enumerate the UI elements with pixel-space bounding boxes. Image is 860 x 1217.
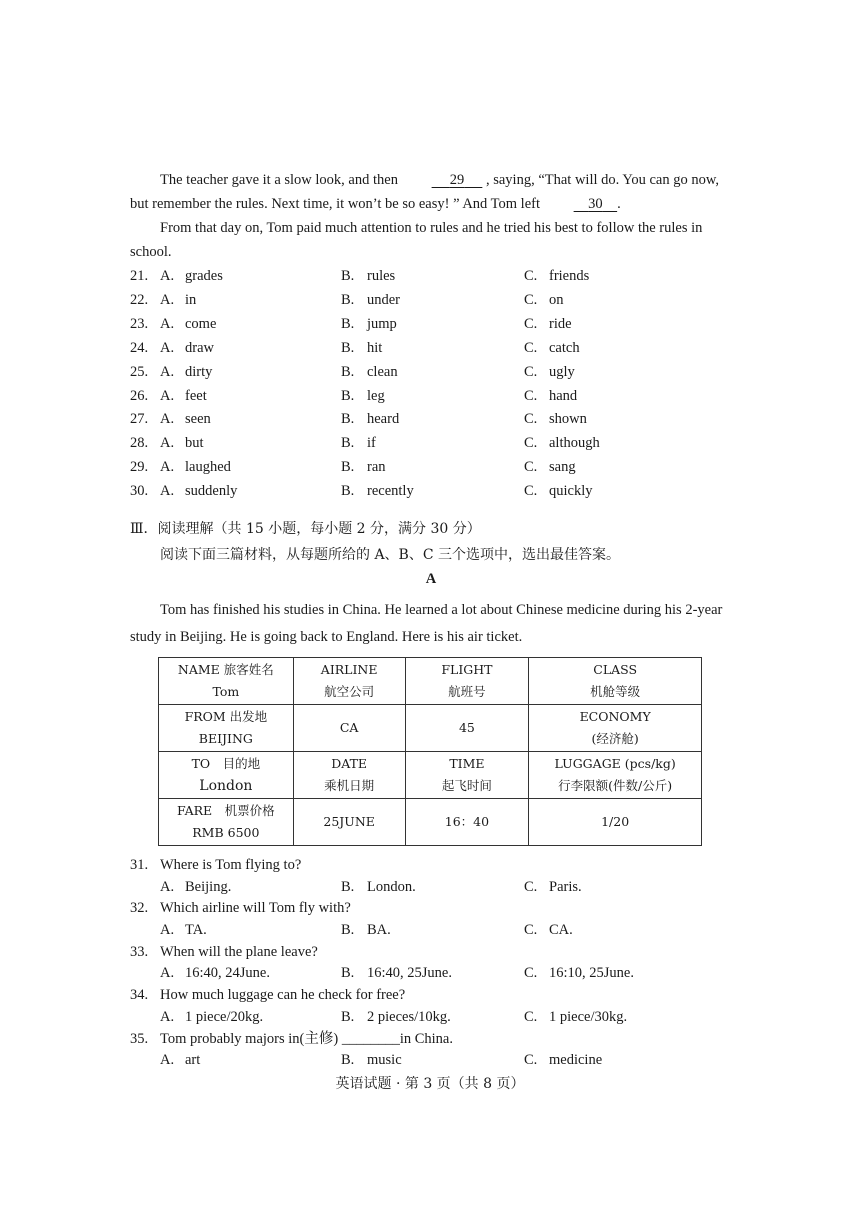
option-letter: A. [160,291,175,308]
question-options [130,876,732,898]
question-number: 34. [130,987,149,1004]
option-letter: C. [524,1008,538,1025]
option-b: 16:40, 25June. [367,965,452,982]
option-c: quickly [549,483,593,500]
option-b: under [367,291,401,308]
option-a: seen [185,411,211,428]
option-row [130,384,732,408]
option-b: 2 pieces/10kg. [367,1008,451,1025]
option-letter: C. [524,291,538,308]
option-a: come [185,315,217,332]
option-letter: B. [341,387,355,404]
question-stem [130,854,732,876]
option-row [130,431,732,455]
option-letter: A. [160,965,175,982]
question-number: 33. [130,943,149,960]
option-letter: A. [160,339,175,356]
option-row [130,479,732,503]
question-number: 28. [130,435,149,452]
option-letter: B. [341,315,355,332]
option-c: Paris. [549,878,582,895]
option-letter: B. [341,363,355,380]
option-a: 1 piece/20kg. [185,1008,264,1025]
ticket-cell: TO 目的地 London [159,752,294,799]
option-letter: C. [524,339,538,356]
question-number: 32. [130,900,149,917]
option-c: ugly [549,363,575,380]
option-letter: C. [524,268,538,284]
option-c: medicine [549,1052,603,1069]
option-a: suddenly [185,483,238,500]
ticket-cell: 45 [405,705,529,752]
option-letter: A. [160,1008,175,1025]
ticket-cell: 25JUNE [293,799,405,846]
option-c: on [549,291,564,308]
option-a: art [185,1052,201,1069]
option-c: hand [549,387,578,404]
ticket-cell: AIRLINE 航空公司 [293,658,405,705]
ticket-cell: DATE 乘机日期 [293,752,405,799]
question-stem [130,984,732,1006]
option-c: ride [549,315,572,332]
option-letter: A. [160,387,175,404]
question-number: 30. [130,483,149,500]
option-row [130,455,732,479]
option-letter: C. [524,1052,538,1069]
option-b: BA. [367,921,391,938]
option-c: sang [549,459,576,476]
question-stem [130,941,732,963]
question-text: Which airline will Tom fly with? [160,900,351,917]
ticket-cell: CA [293,705,405,752]
option-letter: A. [160,459,175,476]
ticket-row-4 [159,799,702,846]
option-a: feet [185,387,207,404]
option-letter: B. [341,411,355,428]
air-ticket-table [158,657,702,846]
question-text: How much luggage can he check for free? [160,987,406,1004]
option-letter: C. [524,411,538,428]
ticket-cell: 1/20 [529,799,702,846]
option-a: in [185,291,197,308]
option-letter: B. [341,921,355,938]
ticket-cell: FLIGHT 航班号 [405,658,529,705]
option-a: 16:40, 24June. [185,965,270,982]
option-letter: B. [341,1008,355,1025]
ticket-cell: ECONOMY (经济舱) [529,705,702,752]
question-options [130,919,732,941]
option-letter: B. [341,1052,355,1069]
option-letter: B. [341,339,355,356]
question-number: 22. [130,291,149,308]
option-letter: A. [160,921,175,938]
ticket-cell: CLASS 机舱等级 [529,658,702,705]
option-row [130,312,732,336]
ticket-cell: 16：40 [405,799,529,846]
option-letter: C. [524,315,538,332]
passage-paragraph-1: The teacher gave it a slow look, and then 29 , saying, “That will do. You can go now, but remember the rules. Next time, it won’t be so easy! ” And Tom left 30 . [130,168,732,216]
part-label: A [425,571,437,587]
ticket-cell: NAME 旅客姓名 Tom [159,658,294,705]
question-number: 35. [130,1030,149,1047]
question-options [130,1049,732,1071]
option-row [130,336,732,360]
option-letter: A. [160,435,175,452]
option-letter: C. [524,387,538,404]
option-letter: C. [524,435,538,452]
option-letter: B. [341,459,355,476]
option-c: 16:10, 25June. [549,965,634,982]
option-letter: B. [341,878,355,895]
option-letter: B. [341,268,355,284]
option-letter: C. [524,483,538,500]
blank-30: 30 [588,196,603,212]
option-letter: C. [524,965,538,982]
option-letter: C. [524,363,538,380]
option-b: clean [367,363,398,380]
option-c: friends [549,268,590,284]
option-letter: A. [160,411,175,428]
option-letter: A. [160,315,175,332]
option-row [130,360,732,384]
option-c: shown [549,411,587,428]
option-row [130,407,732,431]
option-b: recently [367,483,414,500]
option-letter: A. [160,878,175,895]
option-a: grades [185,268,223,284]
question-number: 25. [130,363,149,380]
option-a: Beijing. [185,878,232,895]
option-a: but [185,435,204,452]
question-stem [130,897,732,919]
blank-29: 29 [449,172,465,188]
question-number: 24. [130,339,149,356]
option-letter: B. [341,291,355,308]
option-b: hit [367,339,383,356]
question-number: 27. [130,411,149,428]
question-options [130,1006,732,1028]
ticket-cell: FROM 出发地 BEIJING [159,705,294,752]
ticket-cell: LUGGAGE (pcs/kg) 行李限额(件数/公斤) [529,752,702,799]
option-letter: B. [341,435,355,452]
option-row [130,288,732,312]
option-letter: A. [160,483,175,500]
question-number: 23. [130,315,149,332]
question-text: Tom probably majors in(主修) ________in China. [160,1030,453,1047]
option-b: rules [367,268,396,284]
section-heading: Ⅲ．阅读理解（共 15 小题，每小题 2 分，满分 30 分） [130,521,481,537]
question-text: Where is Tom flying to? [160,857,302,873]
option-c: 1 piece/30kg. [549,1008,628,1025]
option-row [130,264,732,288]
option-letter: B. [341,483,355,500]
ticket-row-1 [159,658,702,705]
option-letter: B. [341,965,355,982]
option-a: draw [185,339,214,356]
question-number: 26. [130,387,149,404]
question-number: 29. [130,459,149,476]
question-text: When will the plane leave? [160,943,318,960]
option-b: London. [367,878,416,895]
option-letter: C. [524,921,538,938]
option-b: leg [367,387,385,404]
option-b: ran [367,459,386,476]
ticket-cell: FARE 机票价格 RMB 6500 [159,799,294,846]
option-letter: A. [160,1052,175,1069]
option-letter: C. [524,878,538,895]
question-number: 21. [130,268,149,284]
option-letter: C. [524,459,538,476]
option-b: jump [367,315,397,332]
passage-paragraph-2: From that day on, Tom paid much attention to rules and he tried his best to follow the rules in school. [130,220,703,260]
option-b: music [367,1052,402,1069]
option-letter: A. [160,363,175,380]
option-b: heard [367,411,400,428]
section-instruction: 阅读下面三篇材料，从每题所给的 A、B、C 三个选项中，选出最佳答案。 [160,547,621,563]
option-c: catch [549,339,580,356]
option-b: if [367,435,376,452]
reading-intro: Tom has finished his studies in China. He learned a lot about Chinese medicine during his 2-year study in Beijing. He is going back to England. Here is his air ticket. [130,602,723,645]
ticket-row-3 [159,752,702,799]
ticket-row-2 [159,705,702,752]
page-footer: 英语试题 · 第 3 页（共 8 页） [335,1076,525,1092]
question-number: 31. [130,857,149,873]
question-stem [130,1028,732,1050]
question-options [130,962,732,984]
option-a: laughed [185,459,231,476]
option-a: dirty [185,363,213,380]
option-a: TA. [185,921,207,938]
option-letter: A. [160,268,175,284]
option-c: CA. [549,921,573,938]
ticket-cell: TIME 起飞时间 [405,752,529,799]
option-c: although [549,435,600,452]
